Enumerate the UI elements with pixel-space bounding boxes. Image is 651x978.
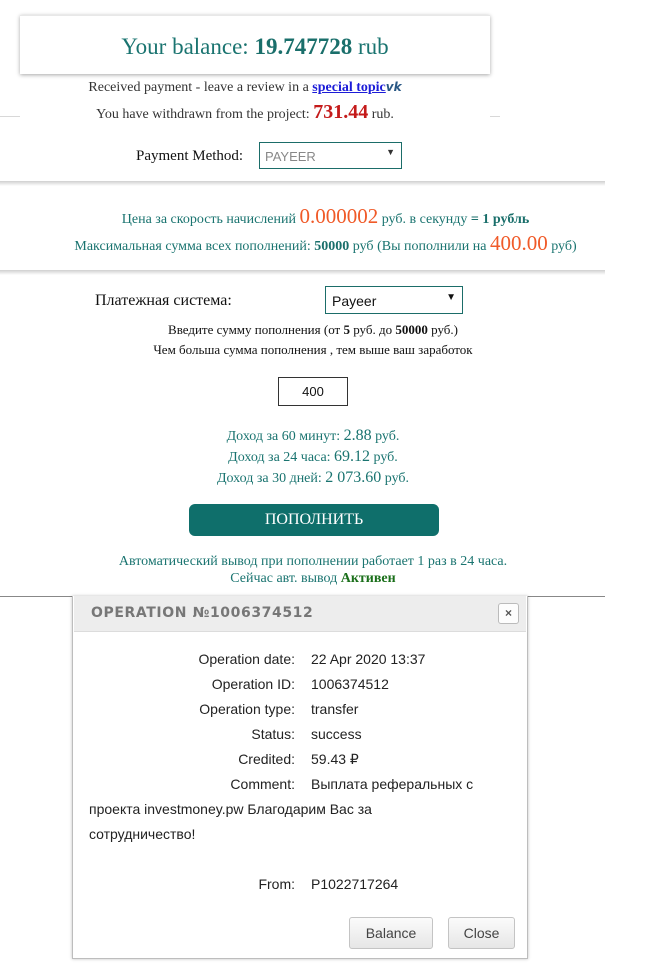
income-60min: [0, 427, 626, 445]
income-value: 2.88: [343, 427, 372, 444]
divider: [490, 116, 500, 117]
comment-line: сотрудничество!: [89, 826, 196, 842]
balance-button[interactable]: Balance: [349, 917, 433, 949]
payment-system-select[interactable]: [325, 286, 463, 314]
dialog-header: [74, 596, 526, 632]
rate-eq: =: [470, 212, 479, 227]
auto-withdraw-label: Сейчас авт. вывод: [230, 571, 338, 586]
income-value: 2 073.60: [325, 469, 382, 486]
paid-amount: 400.00: [489, 231, 548, 255]
field-value: 59.43 ₽: [311, 751, 359, 767]
payment-method-value: PAYEER: [265, 149, 316, 164]
payment-system-value: Payeer: [332, 293, 377, 309]
income-unit: руб.: [373, 450, 398, 465]
chevron-down-icon: ▼: [386, 147, 395, 157]
income-30d: [0, 469, 626, 487]
balance-unit: rub: [357, 34, 389, 59]
rate-per: 1 рубль: [482, 212, 530, 227]
income-unit: руб.: [375, 429, 400, 444]
balance-card: [20, 15, 490, 74]
field-value: 22 Apr 2020 13:37: [311, 651, 426, 667]
hint-text: Введите сумму пополнения (от: [168, 322, 341, 337]
payment-method-select[interactable]: [259, 142, 402, 169]
payment-system-label: Платежная система:: [95, 292, 232, 309]
section-divider: [0, 270, 605, 275]
max-sum-value: 50000: [314, 239, 350, 254]
max-sum-unit: руб: [352, 239, 374, 254]
max-sum-prefix: Максимальная сумма всех пополнений:: [74, 239, 311, 254]
withdrawn-text: You have withdrawn from the project:: [96, 107, 310, 122]
balance-text: [20, 16, 490, 78]
balance-label: Your balance:: [121, 34, 249, 59]
field-label: Status:: [251, 726, 295, 742]
paid-unit: руб): [551, 239, 577, 254]
review-text: Received payment - leave a review in a: [88, 80, 309, 95]
withdrawn-unit: rub.: [371, 107, 394, 122]
vk-icon[interactable]: vk: [385, 80, 402, 94]
field-label: Operation ID:: [211, 676, 295, 692]
field-value: success: [311, 726, 362, 742]
income-label: Доход за 30 дней:: [216, 471, 322, 486]
field-value: Выплата реферальных с: [311, 776, 474, 792]
hint-text: руб.): [431, 322, 458, 337]
special-topic-link[interactable]: special topic: [312, 80, 386, 95]
auto-withdraw-status-line: [0, 571, 626, 587]
field-label: Operation date:: [198, 651, 295, 667]
operation-dialog: [72, 596, 528, 959]
field-label: Credited:: [238, 751, 295, 767]
rate-suffix: руб. в секунду: [381, 212, 468, 227]
comment-continuation: [89, 797, 489, 847]
hint-max: 50000: [395, 322, 428, 337]
hint-min: 5: [343, 322, 350, 337]
auto-withdraw-info: Автоматический вывод при пополнении работает 1 раз в 24 часа.: [118, 554, 508, 569]
paid-paren: (Вы пополнили на: [377, 239, 487, 254]
chevron-down-icon: ▼: [446, 292, 456, 303]
income-unit: руб.: [384, 471, 410, 486]
review-line: [0, 80, 490, 96]
hint-text: руб. до: [353, 322, 393, 337]
field-value: transfer: [311, 701, 359, 717]
divider: [0, 116, 20, 117]
field-label: From:: [258, 876, 295, 892]
auto-withdraw-status: Активен: [340, 571, 396, 586]
rate-value: 0.000002: [299, 204, 379, 228]
close-icon[interactable]: ×: [498, 603, 519, 624]
close-button[interactable]: Close: [448, 917, 515, 949]
withdrawn-amount: 731.44: [313, 101, 369, 123]
earnings-hint: Чем больша сумма пополнения , тем выше ваш заработок: [153, 342, 473, 357]
amount-hint: [0, 322, 626, 338]
income-value: 69.12: [334, 448, 371, 465]
amount-input[interactable]: 400: [278, 377, 348, 406]
rate-prefix: Цена за скорость начислений: [121, 212, 296, 227]
comment-line: проекта investmoney.pw Благодарим Вас за: [89, 801, 372, 817]
income-24h: [0, 448, 626, 466]
topup-button[interactable]: ПОПОЛНИТЬ: [189, 504, 439, 536]
income-label: Доход за 60 минут:: [226, 429, 341, 444]
balance-amount: 19.747728: [254, 34, 353, 59]
section-divider: [0, 181, 605, 186]
field-label: Comment:: [230, 776, 295, 792]
payment-method-label: Payment Method:: [136, 148, 244, 164]
field-label: Operation type:: [199, 701, 295, 717]
income-label: Доход за 24 часа:: [228, 450, 331, 465]
field-value: P1022717264: [311, 876, 399, 892]
withdrawn-line: [0, 101, 490, 124]
max-sum-line: [0, 231, 651, 256]
dialog-title: OPERATION №1006374512: [91, 605, 314, 621]
field-value: 1006374512: [311, 676, 389, 692]
rate-line: [0, 204, 651, 229]
